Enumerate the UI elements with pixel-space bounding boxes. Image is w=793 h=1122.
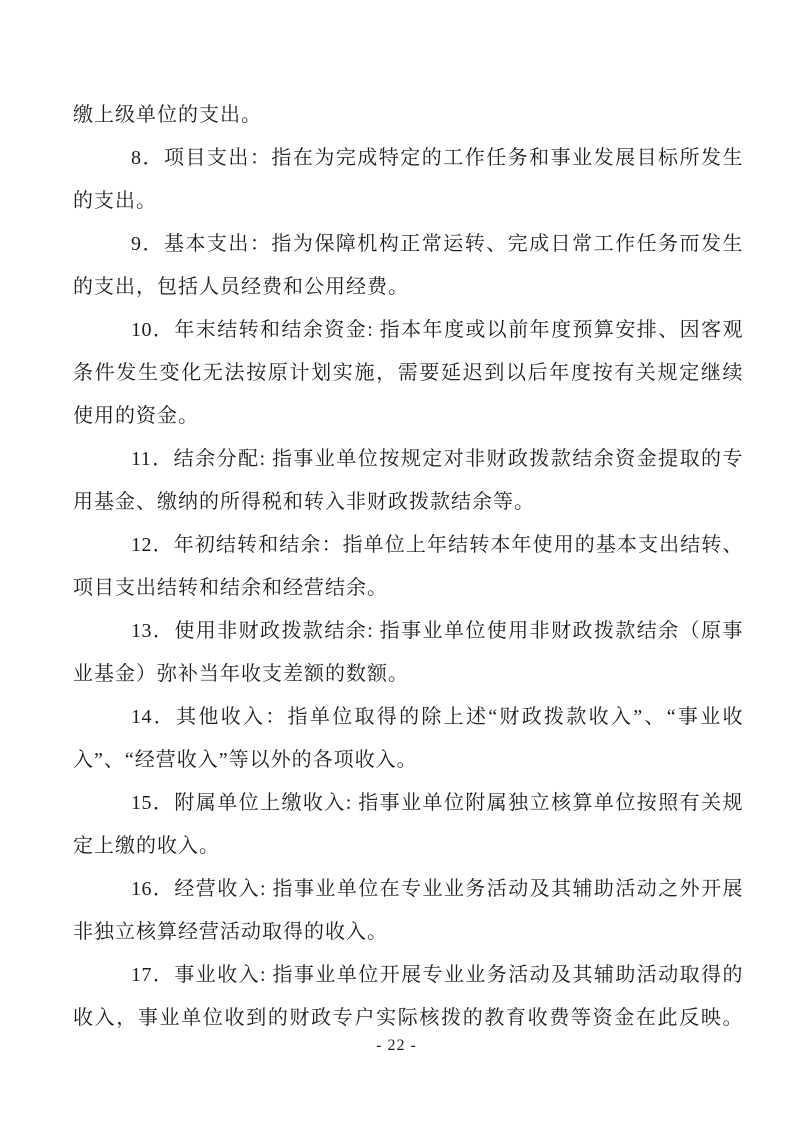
text-line: 条件发生变化无法按原计划实施，需要延迟到以后年度按有关规定继续 [73,362,743,384]
text-line: 缴上级单位的支出。 [73,104,262,126]
text-line: 使用的资金。 [73,405,199,427]
text-line: 业基金）弥补当年收支差额的数额。 [73,663,409,685]
text-line: 11．结余分配: 指事业单位按规定对非财政拨款结余资金提取的专 [131,448,743,470]
text-line: 14．其他收入：指单位取得的除上述“财政拨款收入”、“事业收 [131,706,743,728]
paragraph-item-12 [73,524,743,610]
text-line: 收入，事业单位收到的财政专户实际核拨的教育收费等资金在此反映。 [73,1007,743,1029]
text-line: 16．经营收入: 指事业单位在专业业务活动及其辅助活动之外开展 [131,878,743,900]
text-line: 10．年末结转和结余资金: 指本年度或以前年度预算安排、因客观 [131,319,743,341]
page-number: - 22 - [376,1037,417,1054]
paragraph-item-17 [73,954,743,1040]
paragraph-item-16 [73,868,743,954]
text-line: 入”、“经营收入”等以外的各项收入。 [73,749,418,771]
text-line: 13．使用非财政拨款结余: 指事业单位使用非财政拨款结余（原事 [131,620,743,642]
text-line: 的支出。 [73,190,157,212]
paragraph-item-11 [73,438,743,524]
text-line: 的支出，包括人员经费和公用经费。 [73,276,409,298]
paragraph-item-8 [73,137,743,223]
text-line: 12．年初结转和结余：指单位上年结转本年使用的基本支出结转、 [131,534,743,556]
text-line: 用基金、缴纳的所得税和转入非财政拨款结余等。 [73,491,535,513]
text-line: 定上缴的收入。 [73,835,220,857]
text-line: 9．基本支出：指为保障机构正常运转、完成日常工作任务而发生 [131,233,743,255]
text-line: 非独立核算经营活动取得的收入。 [73,921,388,943]
text-line: 15．附属单位上缴收入: 指事业单位附属独立核算单位按照有关规 [131,792,743,814]
paragraph-item-9 [73,223,743,309]
text-line: 8．项目支出：指在为完成特定的工作任务和事业发展目标所发生 [131,147,743,169]
text-line: 17．事业收入: 指事业单位开展专业业务活动及其辅助活动取得的 [131,964,743,986]
paragraph-item-14 [73,696,743,782]
paragraph-item-7-continuation [73,94,743,137]
document-body [73,94,743,1040]
text-line: 项目支出结转和结余和经营结余。 [73,577,388,599]
paragraph-item-15 [73,782,743,868]
paragraph-item-13 [73,610,743,696]
paragraph-item-10 [73,309,743,438]
